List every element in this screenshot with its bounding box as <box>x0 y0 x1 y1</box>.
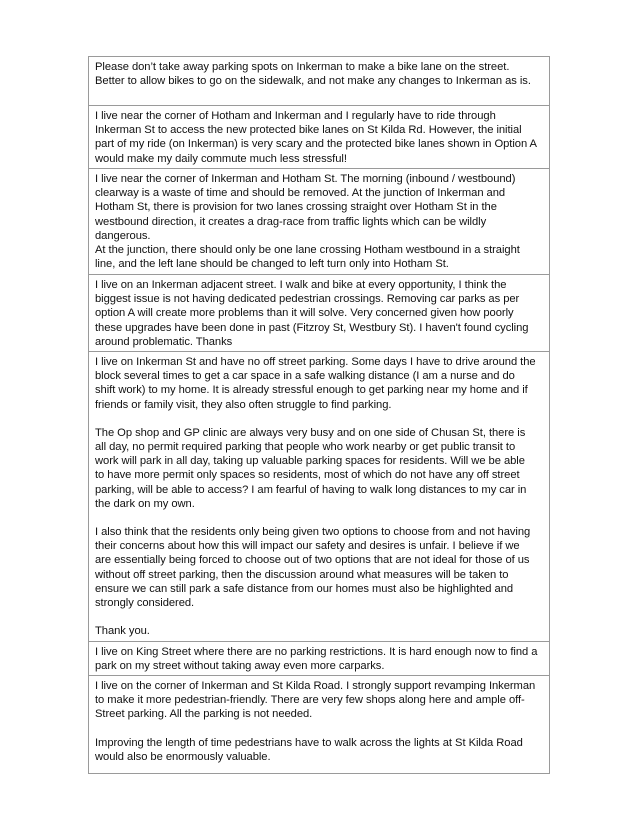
comment-row <box>89 675 549 773</box>
comment-paragraph: I live on King Street where there are no parking restrictions. It is hard enough now to find a park on my street without taking away even more carparks. <box>95 646 538 673</box>
comment-paragraph: I also think that the residents only being given two options to choose from and not having their concerns about how this will impact our safety and desires is unfair. I believe if we are essentially being forced to choose out of two options that are not ideal for those of us without off street parking, then the discussion around what measures will be taken to ensure we can still park a safe distance from our homes must also be highlighted and strongly considered. <box>95 526 531 610</box>
comments-table <box>88 56 550 774</box>
comment-paragraph: Please don’t take away parking spots on Inkerman to make a bike lane on the street. Better to allow bikes to go on the sidewalk, and not make any changes to Inkerman as is. <box>95 61 531 88</box>
comment-paragraph: Thank you. <box>95 625 150 638</box>
comment-row <box>89 274 549 351</box>
comment-paragraph: I live on an Inkerman adjacent street. I walk and bike at every opportunity, I think the biggest issue is not having dedicated pedestrian crossings. Removing car parks as per option A will create more problems than it will solve. Very concerned given how poorly these upgrades have been done in past (Fitzroy St, Westbury St). I haven't found cycling around problematic. Thanks <box>95 279 529 348</box>
comment-row <box>89 105 549 168</box>
comment-paragraph: I live on Inkerman St and have no off street parking. Some days I have to drive around the block several times to get a car space in a safe walking distance (I am a nurse and do shift work) to my home. It is already stressful enough to get parking near my home and if friends or family visit, they also often struggle to find parking. <box>95 356 536 411</box>
comment-paragraph: The Op shop and GP clinic are always very busy and on one side of Chusan St, there is all day, no permit required parking that people who work nearby or get public transit to work will park in all day, taking up valuable parking spaces for residents. Will we be able to have more permit only spaces so residents, most of which do not have any off street parking, will be able to access? I am fearful of having to walk long distances to my car in the dark on my own. <box>95 426 527 510</box>
comment-paragraph: I live on the corner of Inkerman and St Kilda Road. I strongly support revamping Inkerman to make it more pedestrian-friendly. There are very few shops along here and ample off- Street parking. All the parking is not needed. <box>95 680 536 721</box>
comment-row <box>89 168 549 274</box>
comment-paragraph: Improving the length of time pedestrians have to walk across the lights at St Kilda Road would also be enormously valuable. <box>95 736 523 763</box>
comment-row <box>89 351 549 641</box>
comment-paragraph: I live near the corner of Inkerman and Hotham St. The morning (inbound / westbound) clearway is a waste of time and should be removed. At the junction of Inkerman and Hotham St, there is provision for two lanes crossing straight over Hotham St in the westbound direction, it creates a drag-race from traffic lights which can be wildly dangerous. At the junction, there should only be one lane crossing Hotham westbound in a straight line, and the left lane should be changed to left turn only into Hotham St. <box>95 173 520 271</box>
comment-paragraph: I live near the corner of Hotham and Inkerman and I regularly have to ride through Inkerman St to access the new protected bike lanes on St Kilda Rd. However, the initial part of my ride (on Inkerman) is very scary and the protected bike lanes shown in Option A would make my daily commute much less stressful! <box>95 110 537 165</box>
comment-row <box>89 641 549 675</box>
comment-row <box>89 56 549 105</box>
